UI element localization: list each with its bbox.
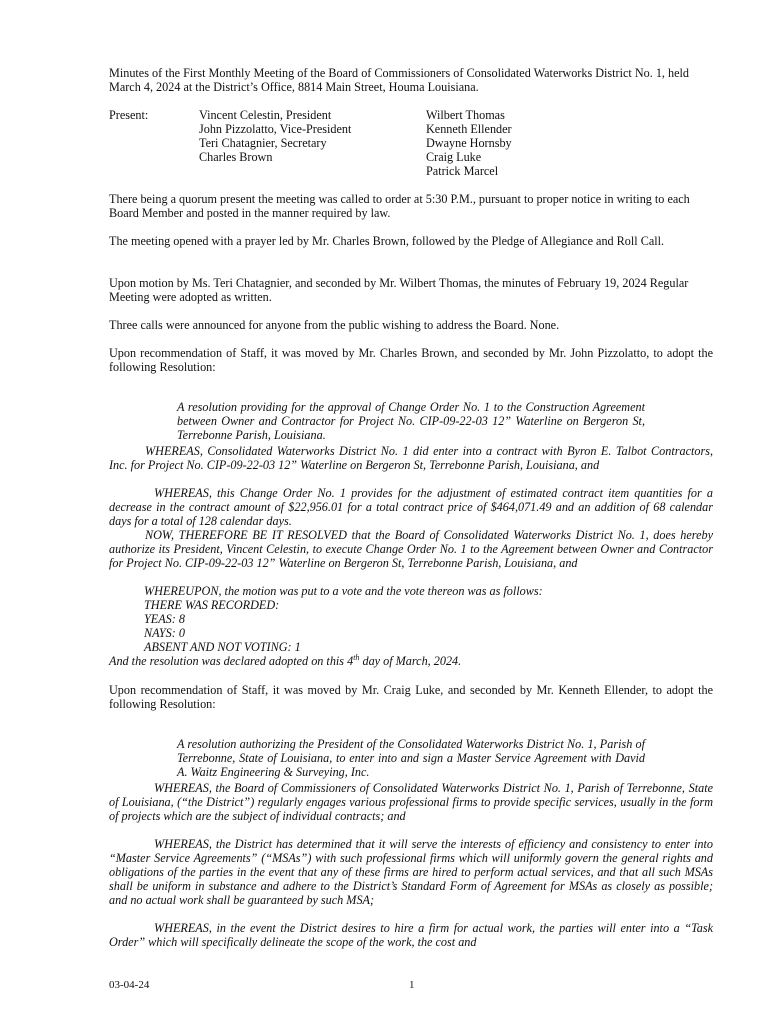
motion-2-paragraph: Upon recommendation of Staff, it was moved by Mr. Craig Luke, and seconded by Mr. Kenneth Ellender, to adopt the following Resolution: — [109, 683, 713, 711]
adopted-text: And the resolution was declared adopted on this 4 — [109, 654, 354, 668]
minutes-approval-paragraph: Upon motion by Ms. Teri Chatagnier, and seconded by Mr. Wilbert Thomas, the minutes of February 19, 2024 Regular Meeting were adopted as written. — [109, 276, 689, 304]
attendee: Craig Luke — [426, 150, 482, 164]
resolution-1-whereas-2: WHEREAS, this Change Order No. 1 provides for the adjustment of estimated contract item quantities for a decrease in the contract amount of $22,956.01 for a total contract price of $464,071.49 and an addition of 68 calendar days for a total of 128 calendar days. — [109, 486, 713, 528]
attendee: John Pizzolatto, Vice-President — [199, 122, 352, 136]
resolution-2-whereas-3: WHEREAS, in the event the District desires to hire a firm for actual work, the parties will enter into a “Task Order” which will specifically delineate the scope of the work, the cost and — [109, 921, 713, 949]
attendee: Charles Brown — [199, 150, 273, 164]
resolution-1-whereas-1: WHEREAS, Consolidated Waterworks District No. 1 did enter into a contract with Byron E. Talbot Contractors, Inc. for Project No. CIP-09-22-03 12” Waterline on Bergeron St, Terrebonne Parish, Louisiana, and — [109, 444, 713, 472]
vote-absent: ABSENT AND NOT VOTING: 1 — [144, 640, 301, 654]
attendee: Teri Chatagnier, Secretary — [199, 136, 327, 150]
present-list-right — [426, 108, 512, 178]
resolution-1-adopted — [109, 654, 713, 668]
resolution-2-whereas-1: WHEREAS, the Board of Commissioners of Consolidated Waterworks District No. 1, Parish of Terrebonne, State of Louisiana, (“the District”) regularly engages various professional firms to provide specific services, usually in the form of projects which are the subject of individual contracts; and — [109, 781, 713, 823]
page-number: 1 — [409, 979, 415, 991]
resolution-2-title: A resolution authorizing the President of the Consolidated Waterworks District No. 1, Parish of Terrebonne, State of Louisiana, to enter into and sign a Master Service Agreement with David A. Waitz Engineering & Surveying, Inc. — [177, 737, 645, 780]
public-comment-paragraph: Three calls were announced for anyone from the public wishing to address the Board. None. — [109, 318, 560, 332]
present-label: Present: — [109, 108, 149, 122]
vote-recorded-label: THERE WAS RECORDED: — [144, 598, 280, 612]
adopted-text-end: day of March, 2024. — [359, 654, 462, 668]
vote-yeas: YEAS: 8 — [144, 612, 185, 626]
attendee: Dwayne Hornsby — [426, 136, 512, 150]
ordinal-suffix: th — [353, 652, 360, 662]
attendee: Patrick Marcel — [426, 164, 499, 178]
minutes-title: Minutes of the First Monthly Meeting of the Board of Commissioners of Consolidated Waterworks District No. 1, held March 4, 2024 at the District’s Office, 8814 Main Street, Houma Louisiana. — [109, 66, 690, 94]
vote-nays: NAYS: 0 — [144, 626, 185, 640]
quorum-paragraph: There being a quorum present the meeting was called to order at 5:30 P.M., pursuant to proper notice in writing to each Board Member and posted in the manner required by law. — [109, 192, 690, 220]
attendee: Vincent Celestin, President — [199, 108, 332, 122]
resolution-2-whereas-2: WHEREAS, the District has determined that it will serve the interests of efficiency and consistency to enter into “Master Service Agreements” (“MSAs”) with such professional firms which will uniformly govern the general rights and obligations of the parties in the event that any of these firms are hired to perform actual services, and that all such MSAs shall be uniform in substance and adhere to the District’s Standard Form of Agreement for MSAs as closely as possible; and no actual work shall be guaranteed by such MSA; — [109, 837, 713, 907]
motion-1-paragraph: Upon recommendation of Staff, it was moved by Mr. Charles Brown, and seconded by Mr. John Pizzolatto, to adopt the following Resolution: — [109, 346, 713, 374]
resolution-1-title: A resolution providing for the approval of Change Order No. 1 to the Construction Agreement between Owner and Contractor for Project No. CIP-09-22-03 12” Waterline on Bergeron St, Terrebonne Parish, Louisiana. — [177, 400, 645, 443]
prayer-paragraph: The meeting opened with a prayer led by Mr. Charles Brown, followed by the Pledge of Allegiance and Roll Call. — [109, 234, 665, 248]
attendee: Kenneth Ellender — [426, 122, 512, 136]
resolution-1-resolved: NOW, THEREFORE BE IT RESOLVED that the Board of Consolidated Waterworks District No. 1, does hereby authorize its President, Vincent Celestin, to execute Change Order No. 1 to the Agreement between Owner and Contractor for Project No. CIP-09-22-03 12” Waterline on Bergeron St, Terrebonne Parish, Louisiana, and — [109, 528, 713, 570]
present-list-left — [199, 108, 351, 164]
footer-date: 03-04-24 — [109, 979, 150, 991]
attendee: Wilbert Thomas — [426, 108, 505, 122]
vote-statement: WHEREUPON, the motion was put to a vote and the vote thereon was as follows: — [144, 584, 543, 598]
